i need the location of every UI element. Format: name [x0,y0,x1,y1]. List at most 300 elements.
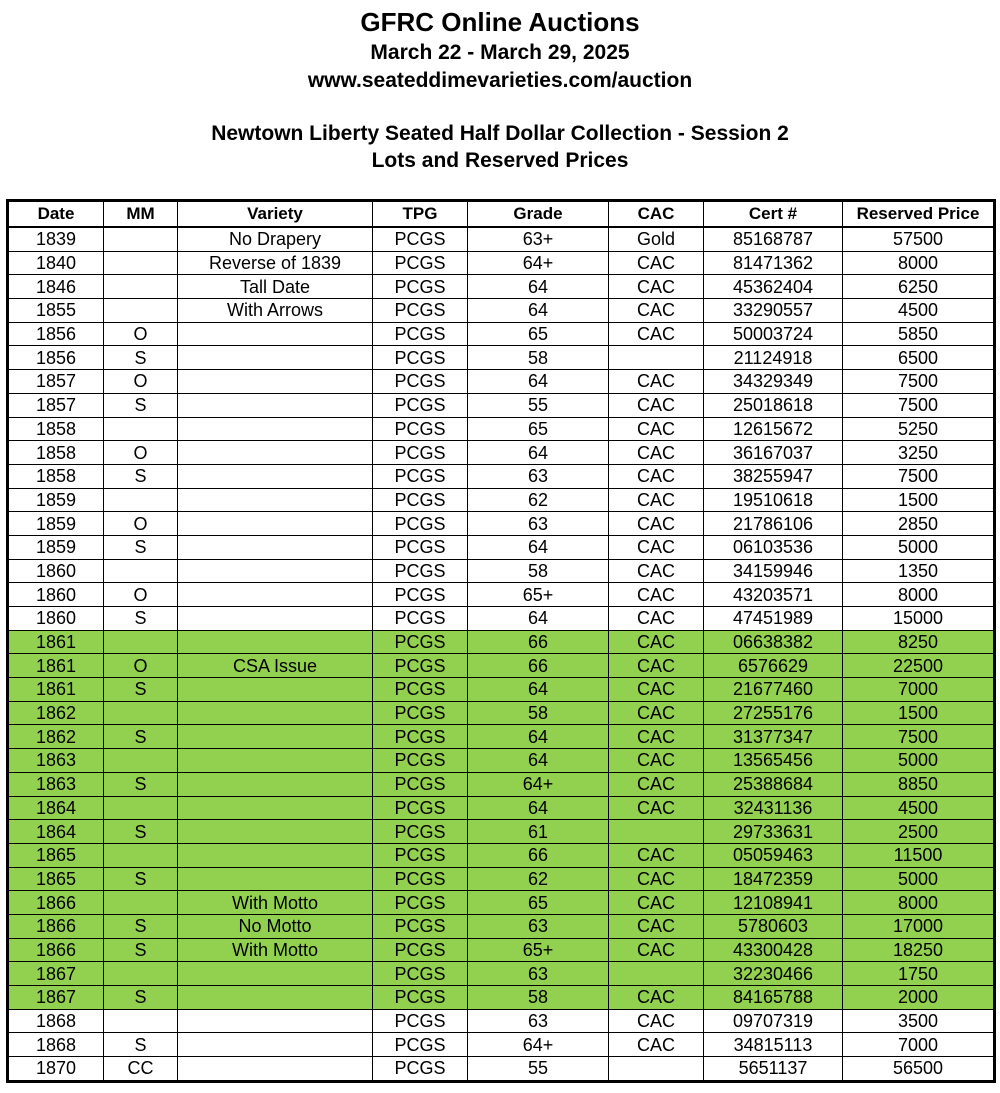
table-row [8,322,995,346]
cell-cac: CAC [609,630,704,654]
cell-tpg: PCGS [373,891,468,915]
cell-mm [104,417,178,441]
column-header-date: Date [8,201,104,228]
cell-grade: 66 [468,843,609,867]
cell-date: 1861 [8,678,104,702]
table-row [8,535,995,559]
cell-variety [178,322,373,346]
cell-tpg: PCGS [373,772,468,796]
cell-cert: 27255176 [704,701,843,725]
cell-date: 1861 [8,654,104,678]
cell-tpg: PCGS [373,843,468,867]
cell-mm [104,1009,178,1033]
cell-grade: 64+ [468,772,609,796]
table-row [8,749,995,773]
cell-grade: 62 [468,488,609,512]
cell-variety [178,867,373,891]
cell-tpg: PCGS [373,1009,468,1033]
cell-date: 1861 [8,630,104,654]
cell-price: 18250 [843,938,995,962]
cell-grade: 64 [468,607,609,631]
cell-tpg: PCGS [373,749,468,773]
table-row [8,370,995,394]
table-row [8,891,995,915]
cell-date: 1868 [8,1033,104,1057]
cell-date: 1859 [8,512,104,536]
table-row [8,843,995,867]
cell-cac: CAC [609,891,704,915]
cell-date: 1867 [8,986,104,1010]
cell-tpg: PCGS [373,962,468,986]
cell-cert: 5780603 [704,914,843,938]
cell-grade: 64 [468,441,609,465]
cell-cac: CAC [609,512,704,536]
cell-date: 1862 [8,725,104,749]
cell-date: 1868 [8,1009,104,1033]
cell-variety [178,370,373,394]
cell-variety: Tall Date [178,275,373,299]
cell-cert: 81471362 [704,251,843,275]
cell-cert: 21124918 [704,346,843,370]
cell-price: 5250 [843,417,995,441]
cell-cert: 38255947 [704,464,843,488]
cell-tpg: PCGS [373,1033,468,1057]
cell-variety [178,630,373,654]
cell-price: 8000 [843,251,995,275]
cell-date: 1870 [8,1057,104,1082]
cell-grade: 65 [468,322,609,346]
table-row [8,820,995,844]
cell-tpg: PCGS [373,488,468,512]
cell-grade: 63 [468,914,609,938]
cell-date: 1863 [8,772,104,796]
cell-variety [178,583,373,607]
column-header-variety: Variety [178,201,373,228]
cell-mm [104,749,178,773]
cell-date: 1866 [8,938,104,962]
cell-mm: S [104,725,178,749]
cell-price: 5000 [843,749,995,773]
cell-mm [104,251,178,275]
cell-cac [609,820,704,844]
table-row [8,583,995,607]
cell-cac: CAC [609,464,704,488]
cell-cert: 09707319 [704,1009,843,1033]
table-row [8,251,995,275]
column-header-cert: Cert # [704,201,843,228]
table-header-row [8,201,995,228]
cell-price: 7500 [843,464,995,488]
cell-date: 1863 [8,749,104,773]
cell-variety [178,986,373,1010]
cell-mm: CC [104,1057,178,1082]
cell-date: 1866 [8,914,104,938]
cell-price: 1500 [843,701,995,725]
cell-grade: 64+ [468,1033,609,1057]
cell-variety [178,725,373,749]
cell-mm [104,559,178,583]
cell-date: 1865 [8,867,104,891]
cell-mm: S [104,986,178,1010]
cell-grade: 63 [468,464,609,488]
cell-cert: 25018618 [704,393,843,417]
cell-price: 2850 [843,512,995,536]
cell-price: 7500 [843,393,995,417]
cell-cac: CAC [609,370,704,394]
cell-mm [104,630,178,654]
cell-cert: 50003724 [704,322,843,346]
column-header-reserved-price: Reserved Price [843,201,995,228]
cell-date: 1866 [8,891,104,915]
cell-grade: 64+ [468,251,609,275]
cell-grade: 65+ [468,938,609,962]
cell-price: 1500 [843,488,995,512]
cell-variety [178,559,373,583]
cell-date: 1859 [8,535,104,559]
cell-tpg: PCGS [373,299,468,323]
cell-cac: CAC [609,488,704,512]
cell-cac: CAC [609,749,704,773]
cell-mm: S [104,678,178,702]
cell-variety [178,1009,373,1033]
cell-cert: 25388684 [704,772,843,796]
cell-variety [178,464,373,488]
cell-variety [178,488,373,512]
cell-date: 1846 [8,275,104,299]
cell-date: 1860 [8,607,104,631]
table-row [8,1009,995,1033]
page-subtitle: Lots and Reserved Prices [371,149,629,172]
cell-price: 8000 [843,891,995,915]
table-row [8,299,995,323]
auction-url: www.seateddimevarieties.com/auction [307,69,693,92]
table-row [8,346,995,370]
cell-cac [609,346,704,370]
table-row [8,441,995,465]
cell-cert: 43203571 [704,583,843,607]
cell-cert: 12108941 [704,891,843,915]
cell-grade: 64 [468,370,609,394]
table-row [8,938,995,962]
cell-cert: 18472359 [704,867,843,891]
cell-cac: CAC [609,1033,704,1057]
column-header-mm: MM [104,201,178,228]
cell-cert: 06638382 [704,630,843,654]
cell-variety: With Motto [178,891,373,915]
cell-cert: 47451989 [704,607,843,631]
cell-tpg: PCGS [373,535,468,559]
table-row [8,512,995,536]
cell-mm: S [104,346,178,370]
cell-cac: CAC [609,867,704,891]
cell-price: 7500 [843,370,995,394]
cell-price: 3500 [843,1009,995,1033]
cell-mm: O [104,322,178,346]
cell-grade: 64 [468,275,609,299]
cell-variety [178,1033,373,1057]
cell-mm: S [104,772,178,796]
cell-cac: CAC [609,678,704,702]
cell-mm: S [104,820,178,844]
cell-mm [104,227,178,251]
cell-price: 4500 [843,796,995,820]
collection-title: Newtown Liberty Seated Half Dollar Collection - Session 2 [211,122,789,145]
cell-grade: 64 [468,749,609,773]
column-header-tpg: TPG [373,201,468,228]
cell-date: 1859 [8,488,104,512]
cell-grade: 62 [468,867,609,891]
cell-cert: 19510618 [704,488,843,512]
cell-mm [104,275,178,299]
cell-price: 5000 [843,867,995,891]
table-row [8,986,995,1010]
cell-tpg: PCGS [373,607,468,631]
cell-grade: 66 [468,630,609,654]
cell-tpg: PCGS [373,986,468,1010]
cell-price: 2500 [843,820,995,844]
cell-mm: O [104,370,178,394]
table-row [8,796,995,820]
cell-price: 8250 [843,630,995,654]
cell-cac: CAC [609,275,704,299]
table-row [8,772,995,796]
cell-tpg: PCGS [373,583,468,607]
cell-tpg: PCGS [373,1057,468,1082]
cell-cac: CAC [609,322,704,346]
cell-date: 1858 [8,441,104,465]
cell-tpg: PCGS [373,464,468,488]
cell-mm: O [104,441,178,465]
column-header-cac: CAC [609,201,704,228]
cell-variety: No Drapery [178,227,373,251]
cell-mm [104,488,178,512]
cell-variety [178,678,373,702]
cell-grade: 55 [468,393,609,417]
cell-variety [178,796,373,820]
cell-grade: 63 [468,1009,609,1033]
cell-grade: 64 [468,535,609,559]
cell-cert: 21677460 [704,678,843,702]
cell-price: 56500 [843,1057,995,1082]
cell-tpg: PCGS [373,346,468,370]
table-row [8,630,995,654]
cell-date: 1856 [8,346,104,370]
cell-variety [178,346,373,370]
cell-grade: 58 [468,346,609,370]
cell-date: 1839 [8,227,104,251]
cell-cert: 32230466 [704,962,843,986]
cell-price: 1350 [843,559,995,583]
cell-variety [178,820,373,844]
cell-variety [178,393,373,417]
cell-tpg: PCGS [373,820,468,844]
table-row [8,914,995,938]
cell-date: 1858 [8,417,104,441]
cell-cert: 36167037 [704,441,843,465]
cell-variety [178,1057,373,1082]
cell-mm [104,796,178,820]
cell-variety: Reverse of 1839 [178,251,373,275]
cell-grade: 66 [468,654,609,678]
cell-date: 1860 [8,583,104,607]
cell-cac: CAC [609,559,704,583]
cell-grade: 58 [468,559,609,583]
cell-cac: CAC [609,251,704,275]
cell-cac: CAC [609,299,704,323]
cell-mm: O [104,654,178,678]
cell-cert: 34329349 [704,370,843,394]
cell-date: 1855 [8,299,104,323]
table-row [8,962,995,986]
cell-cac: CAC [609,701,704,725]
cell-mm: S [104,607,178,631]
cell-cac: CAC [609,583,704,607]
table-row [8,227,995,251]
cell-cert: 43300428 [704,938,843,962]
table-row [8,654,995,678]
cell-cac: CAC [609,914,704,938]
cell-tpg: PCGS [373,559,468,583]
cell-mm [104,299,178,323]
cell-cert: 33290557 [704,299,843,323]
cell-mm [104,891,178,915]
cell-cert: 32431136 [704,796,843,820]
cell-mm: S [104,938,178,962]
cell-cert: 31377347 [704,725,843,749]
cell-cac [609,962,704,986]
cell-tpg: PCGS [373,441,468,465]
auction-title: GFRC Online Auctions [360,7,640,37]
cell-tpg: PCGS [373,370,468,394]
cell-mm: O [104,512,178,536]
cell-cert: 13565456 [704,749,843,773]
cell-variety [178,441,373,465]
table-row [8,1033,995,1057]
cell-tpg: PCGS [373,796,468,820]
cell-mm [104,701,178,725]
table-row [8,607,995,631]
cell-date: 1856 [8,322,104,346]
cell-price: 1750 [843,962,995,986]
table-row [8,678,995,702]
cell-date: 1865 [8,843,104,867]
cell-grade: 58 [468,701,609,725]
cell-variety [178,962,373,986]
cell-grade: 63+ [468,227,609,251]
cell-variety [178,749,373,773]
cell-price: 11500 [843,843,995,867]
table-row [8,464,995,488]
cell-cac: CAC [609,607,704,631]
cell-price: 17000 [843,914,995,938]
cell-tpg: PCGS [373,512,468,536]
cell-tpg: PCGS [373,227,468,251]
cell-cert: 85168787 [704,227,843,251]
cell-price: 8850 [843,772,995,796]
cell-cac: CAC [609,654,704,678]
cell-cert: 34159946 [704,559,843,583]
cell-cert: 84165788 [704,986,843,1010]
cell-cert: 21786106 [704,512,843,536]
cell-mm: S [104,1033,178,1057]
cell-date: 1864 [8,796,104,820]
table-row [8,1057,995,1082]
cell-variety [178,535,373,559]
cell-cert: 12615672 [704,417,843,441]
cell-tpg: PCGS [373,275,468,299]
table-row [8,701,995,725]
cell-price: 7500 [843,725,995,749]
cell-grade: 63 [468,962,609,986]
cell-cac: CAC [609,843,704,867]
cell-date: 1860 [8,559,104,583]
cell-cert: 5651137 [704,1057,843,1082]
cell-price: 3250 [843,441,995,465]
cell-tpg: PCGS [373,938,468,962]
cell-grade: 65+ [468,583,609,607]
cell-cert: 34815113 [704,1033,843,1057]
cell-mm: S [104,464,178,488]
cell-date: 1857 [8,393,104,417]
cell-tpg: PCGS [373,393,468,417]
column-header-grade: Grade [468,201,609,228]
lots-table [6,199,996,1083]
cell-tpg: PCGS [373,914,468,938]
cell-price: 5000 [843,535,995,559]
cell-cert: 29733631 [704,820,843,844]
cell-variety [178,417,373,441]
cell-grade: 65 [468,891,609,915]
cell-price: 22500 [843,654,995,678]
cell-cert: 06103536 [704,535,843,559]
cell-tpg: PCGS [373,701,468,725]
cell-cac: CAC [609,938,704,962]
cell-mm: S [104,867,178,891]
cell-tpg: PCGS [373,251,468,275]
cell-tpg: PCGS [373,630,468,654]
cell-price: 4500 [843,299,995,323]
cell-grade: 65 [468,417,609,441]
table-row [8,559,995,583]
cell-variety [178,607,373,631]
auction-dates: March 22 - March 29, 2025 [370,41,630,64]
cell-variety: With Motto [178,938,373,962]
cell-grade: 61 [468,820,609,844]
cell-price: 7000 [843,678,995,702]
cell-tpg: PCGS [373,654,468,678]
table-row [8,417,995,441]
cell-cac: CAC [609,417,704,441]
cell-grade: 64 [468,725,609,749]
cell-cac: CAC [609,1009,704,1033]
cell-tpg: PCGS [373,678,468,702]
cell-price: 6500 [843,346,995,370]
cell-date: 1862 [8,701,104,725]
cell-variety: CSA Issue [178,654,373,678]
cell-grade: 63 [468,512,609,536]
cell-price: 6250 [843,275,995,299]
cell-tpg: PCGS [373,417,468,441]
table-row [8,867,995,891]
cell-cac [609,1057,704,1082]
cell-mm [104,843,178,867]
cell-mm: O [104,583,178,607]
cell-date: 1858 [8,464,104,488]
cell-cert: 45362404 [704,275,843,299]
cell-tpg: PCGS [373,322,468,346]
cell-mm: S [104,535,178,559]
table-row [8,393,995,417]
